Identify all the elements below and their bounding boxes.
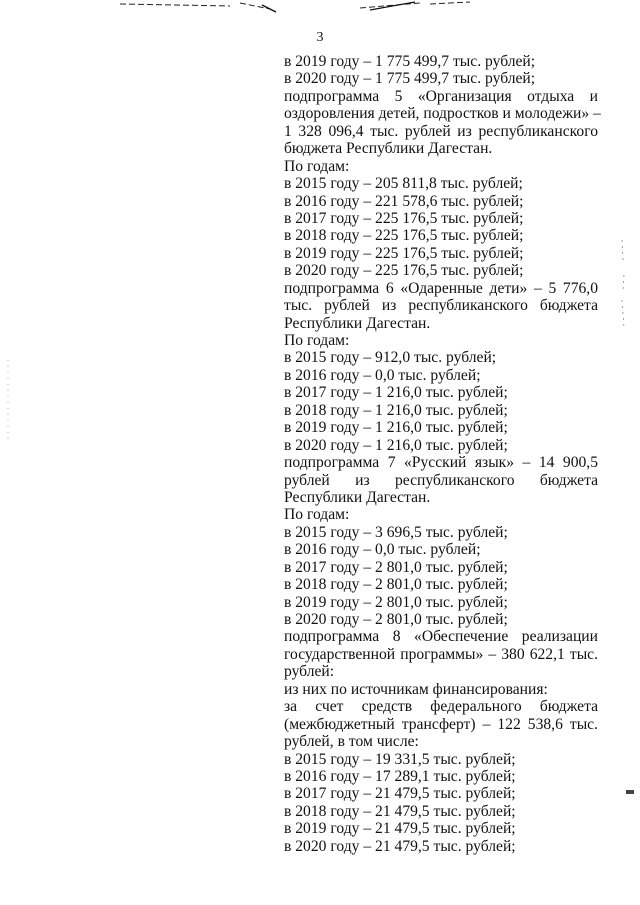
- text-line: в 2020 году – 225 176,5 тыс. рублей;: [284, 262, 524, 280]
- text-line: рублей:: [284, 663, 335, 681]
- text-line: подпрограмма 7 «Русский язык» – 14 900,5: [284, 454, 598, 472]
- text-line: в 2020 году – 21 479,5 тыс. рублей;: [284, 837, 516, 855]
- text-line: государственной программы» – 380 622,1 тыс.: [284, 645, 598, 663]
- text-line: в 2016 году – 0,0 тыс. рублей;: [284, 541, 481, 559]
- text-line: По годам:: [284, 332, 350, 349]
- text-line: в 2018 году – 1 216,0 тыс. рублей;: [284, 401, 508, 419]
- text-line: в 2016 году – 221 578,6 тыс. рублей;: [284, 192, 524, 210]
- text-line: бюджета Республики Дагестан.: [284, 140, 493, 158]
- text-line: рублей, в том числе:: [284, 733, 419, 751]
- text-line: в 2020 году – 2 801,0 тыс. рублей;: [284, 611, 508, 628]
- text-line: в 2019 году – 225 176,5 тыс. рублей;: [284, 244, 524, 262]
- text-line: 1 328 096,4 тыс. рублей из республиканского: [284, 122, 598, 140]
- text-line: в 2019 году – 21 479,5 тыс. рублей;: [284, 820, 516, 838]
- text-line: (межбюджетный трансферт) – 122 538,6 тыс.: [284, 715, 598, 733]
- text-line: в 2015 году – 3 696,5 тыс. рублей;: [284, 523, 508, 541]
- text-line: Республики Дагестан.: [284, 488, 431, 506]
- document-text-block: [284, 53, 601, 855]
- scan-margin-mark: [626, 790, 634, 794]
- text-line: подпрограмма 5 «Организация отдыха и: [284, 87, 598, 105]
- text-line: подпрограмма 8 «Обеспечение реализации: [284, 628, 598, 646]
- scan-edge-artifact: [0, 0, 640, 14]
- page-number: 3: [316, 30, 324, 45]
- text-line: Республики Дагестан.: [284, 314, 431, 332]
- scan-margin-artifact: [6, 360, 10, 440]
- text-line: рублей из республиканского бюджета: [284, 471, 598, 489]
- text-line: в 2015 году – 19 331,5 тыс. рублей;: [284, 750, 516, 768]
- text-line: за счет средств федерального бюджета: [284, 698, 598, 716]
- scan-margin-artifact: [620, 240, 626, 330]
- text-line: в 2018 году – 225 176,5 тыс. рублей;: [284, 227, 524, 245]
- text-line: в 2020 году – 1 216,0 тыс. рублей;: [284, 436, 508, 454]
- text-line: По годам:: [284, 506, 350, 524]
- text-line: оздоровления детей, подростков и молодежи» –: [284, 105, 601, 123]
- text-line: По годам:: [284, 157, 350, 175]
- text-line: в 2017 году – 2 801,0 тыс. рублей;: [284, 558, 508, 576]
- text-line: в 2015 году – 205 811,8 тыс. рублей;: [284, 175, 523, 193]
- text-line: в 2017 году – 1 216,0 тыс. рублей;: [284, 384, 508, 402]
- text-line: в 2015 году – 912,0 тыс. рублей;: [284, 349, 497, 367]
- text-line: в 2018 году – 2 801,0 тыс. рублей;: [284, 576, 508, 594]
- text-line: в 2019 году – 2 801,0 тыс. рублей;: [284, 593, 508, 611]
- text-line: в 2020 году – 1 775 499,7 тыс. рублей;: [284, 70, 536, 88]
- text-line: в 2017 году – 225 176,5 тыс. рублей;: [284, 209, 524, 227]
- text-line: в 2019 году – 1 216,0 тыс. рублей;: [284, 419, 508, 437]
- text-line: в 2018 году – 21 479,5 тыс. рублей;: [284, 802, 516, 820]
- text-line: в 2016 году – 0,0 тыс. рублей;: [284, 366, 481, 384]
- text-line: из них по источникам финансирования:: [284, 680, 548, 698]
- text-line: в 2017 году – 21 479,5 тыс. рублей;: [284, 785, 516, 803]
- text-line: в 2019 году – 1 775 499,7 тыс. рублей;: [284, 53, 536, 70]
- text-line: подпрограмма 6 «Одаренные дети» – 5 776,0: [284, 279, 598, 297]
- text-line: тыс. рублей из республиканского бюджета: [284, 297, 598, 315]
- text-line: в 2016 году – 17 289,1 тыс. рублей;: [284, 767, 516, 785]
